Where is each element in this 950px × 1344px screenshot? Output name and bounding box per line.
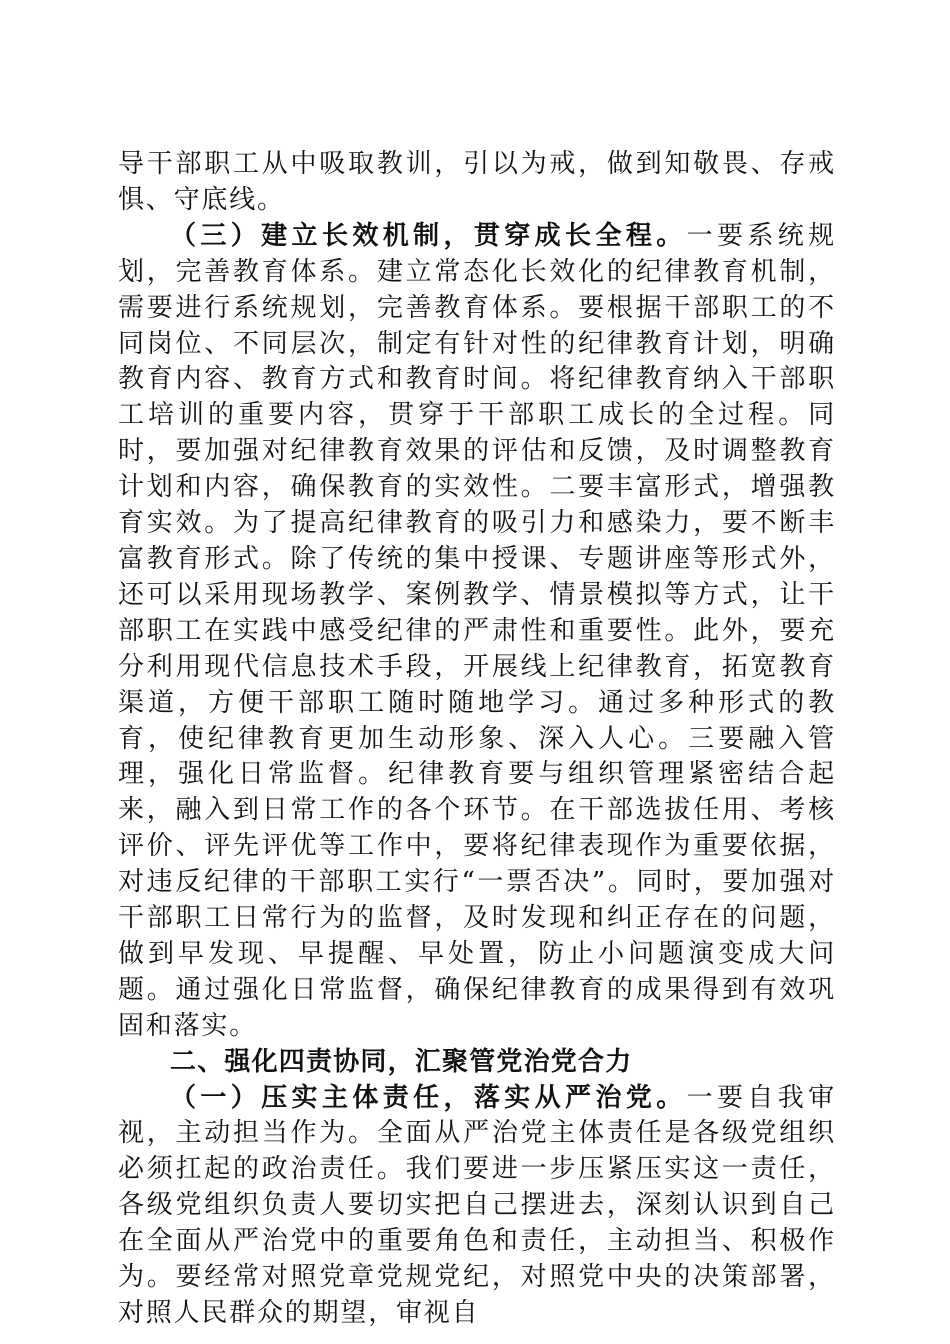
continuation-text: 导干部职工从中吸取教训，引以为戒，做到知敬畏、存戒惧、守底线。 [118, 149, 836, 215]
document-body [118, 147, 836, 1332]
section-3-paragraph [118, 219, 836, 1045]
continuation-paragraph [118, 147, 836, 219]
section-2-1-body: 一要自我审视，主动担当作为。全面从严治党主体责任是各级党组织必须扛起的政治责任。我们要进一步压紧压实这一责任，各级党组织负责人要切实把自己摆进去，深刻认识到自己在全面从严治党中的重要角色和责任，主动担当、积极作为。要经常对照党章党规党纪，对照党中央的决策部署，对照人民群众的期望，审视自 [118, 1082, 836, 1328]
section-heading-2: 二、强化四责协同，汇聚管党治党合力 [170, 1046, 633, 1077]
section-2-1-paragraph [118, 1081, 836, 1332]
section-3-body: 一要系统规划，完善教育体系。建立常态化长效化的纪律教育机制，需要进行系统规划，完善教育体系。要根据干部职工的不同岗位、不同层次，制定有针对性的纪律教育计划，明确教育内容、教育方式和教育时间。将纪律教育纳入干部职工培训的重要内容，贯穿于干部职工成长的全过程。同时，要加强对纪律教育效果的评估和反馈，及时调整教育计划和内容，确保教育的实效性。二要丰富形式，增强教育实效。为了提高纪律教育的吸引力和感染力，要不断丰富教育形式。除了传统的集中授课、专题讲座等形式外，还可以采用现场教学、案例教学、情景模拟等方式，让干部职工在实践中感受纪律的严肃性和重要性。此外，要充分利用现代信息技术手段，开展线上纪律教育，拓宽教育渠道，方便干部职工随时随地学习。通过多种形式的教育，使纪律教育更加生动形象、深入人心。三要融入管理，强化日常监督。纪律教育要与组织管理紧密结合起来，融入到日常工作的各个环节。在干部选拔任用、考核评价、评先评优等工作中，要将纪律表现作为重要依据，对违反纪律的干部职工实行“一票否决”。同时，要加强对干部职工日常行为的监督，及时发现和纠正存在的问题，做到早发现、早提醒、早处置，防止小问题演变成大问题。通过强化日常监督，确保纪律教育的成果得到有效巩固和落实。 [118, 220, 836, 1041]
section-2-1-lead: （一）压实主体责任，落实从严治党。 [170, 1082, 687, 1113]
section-3-lead: （三）建立长效机制，贯穿成长全程。 [170, 220, 687, 251]
